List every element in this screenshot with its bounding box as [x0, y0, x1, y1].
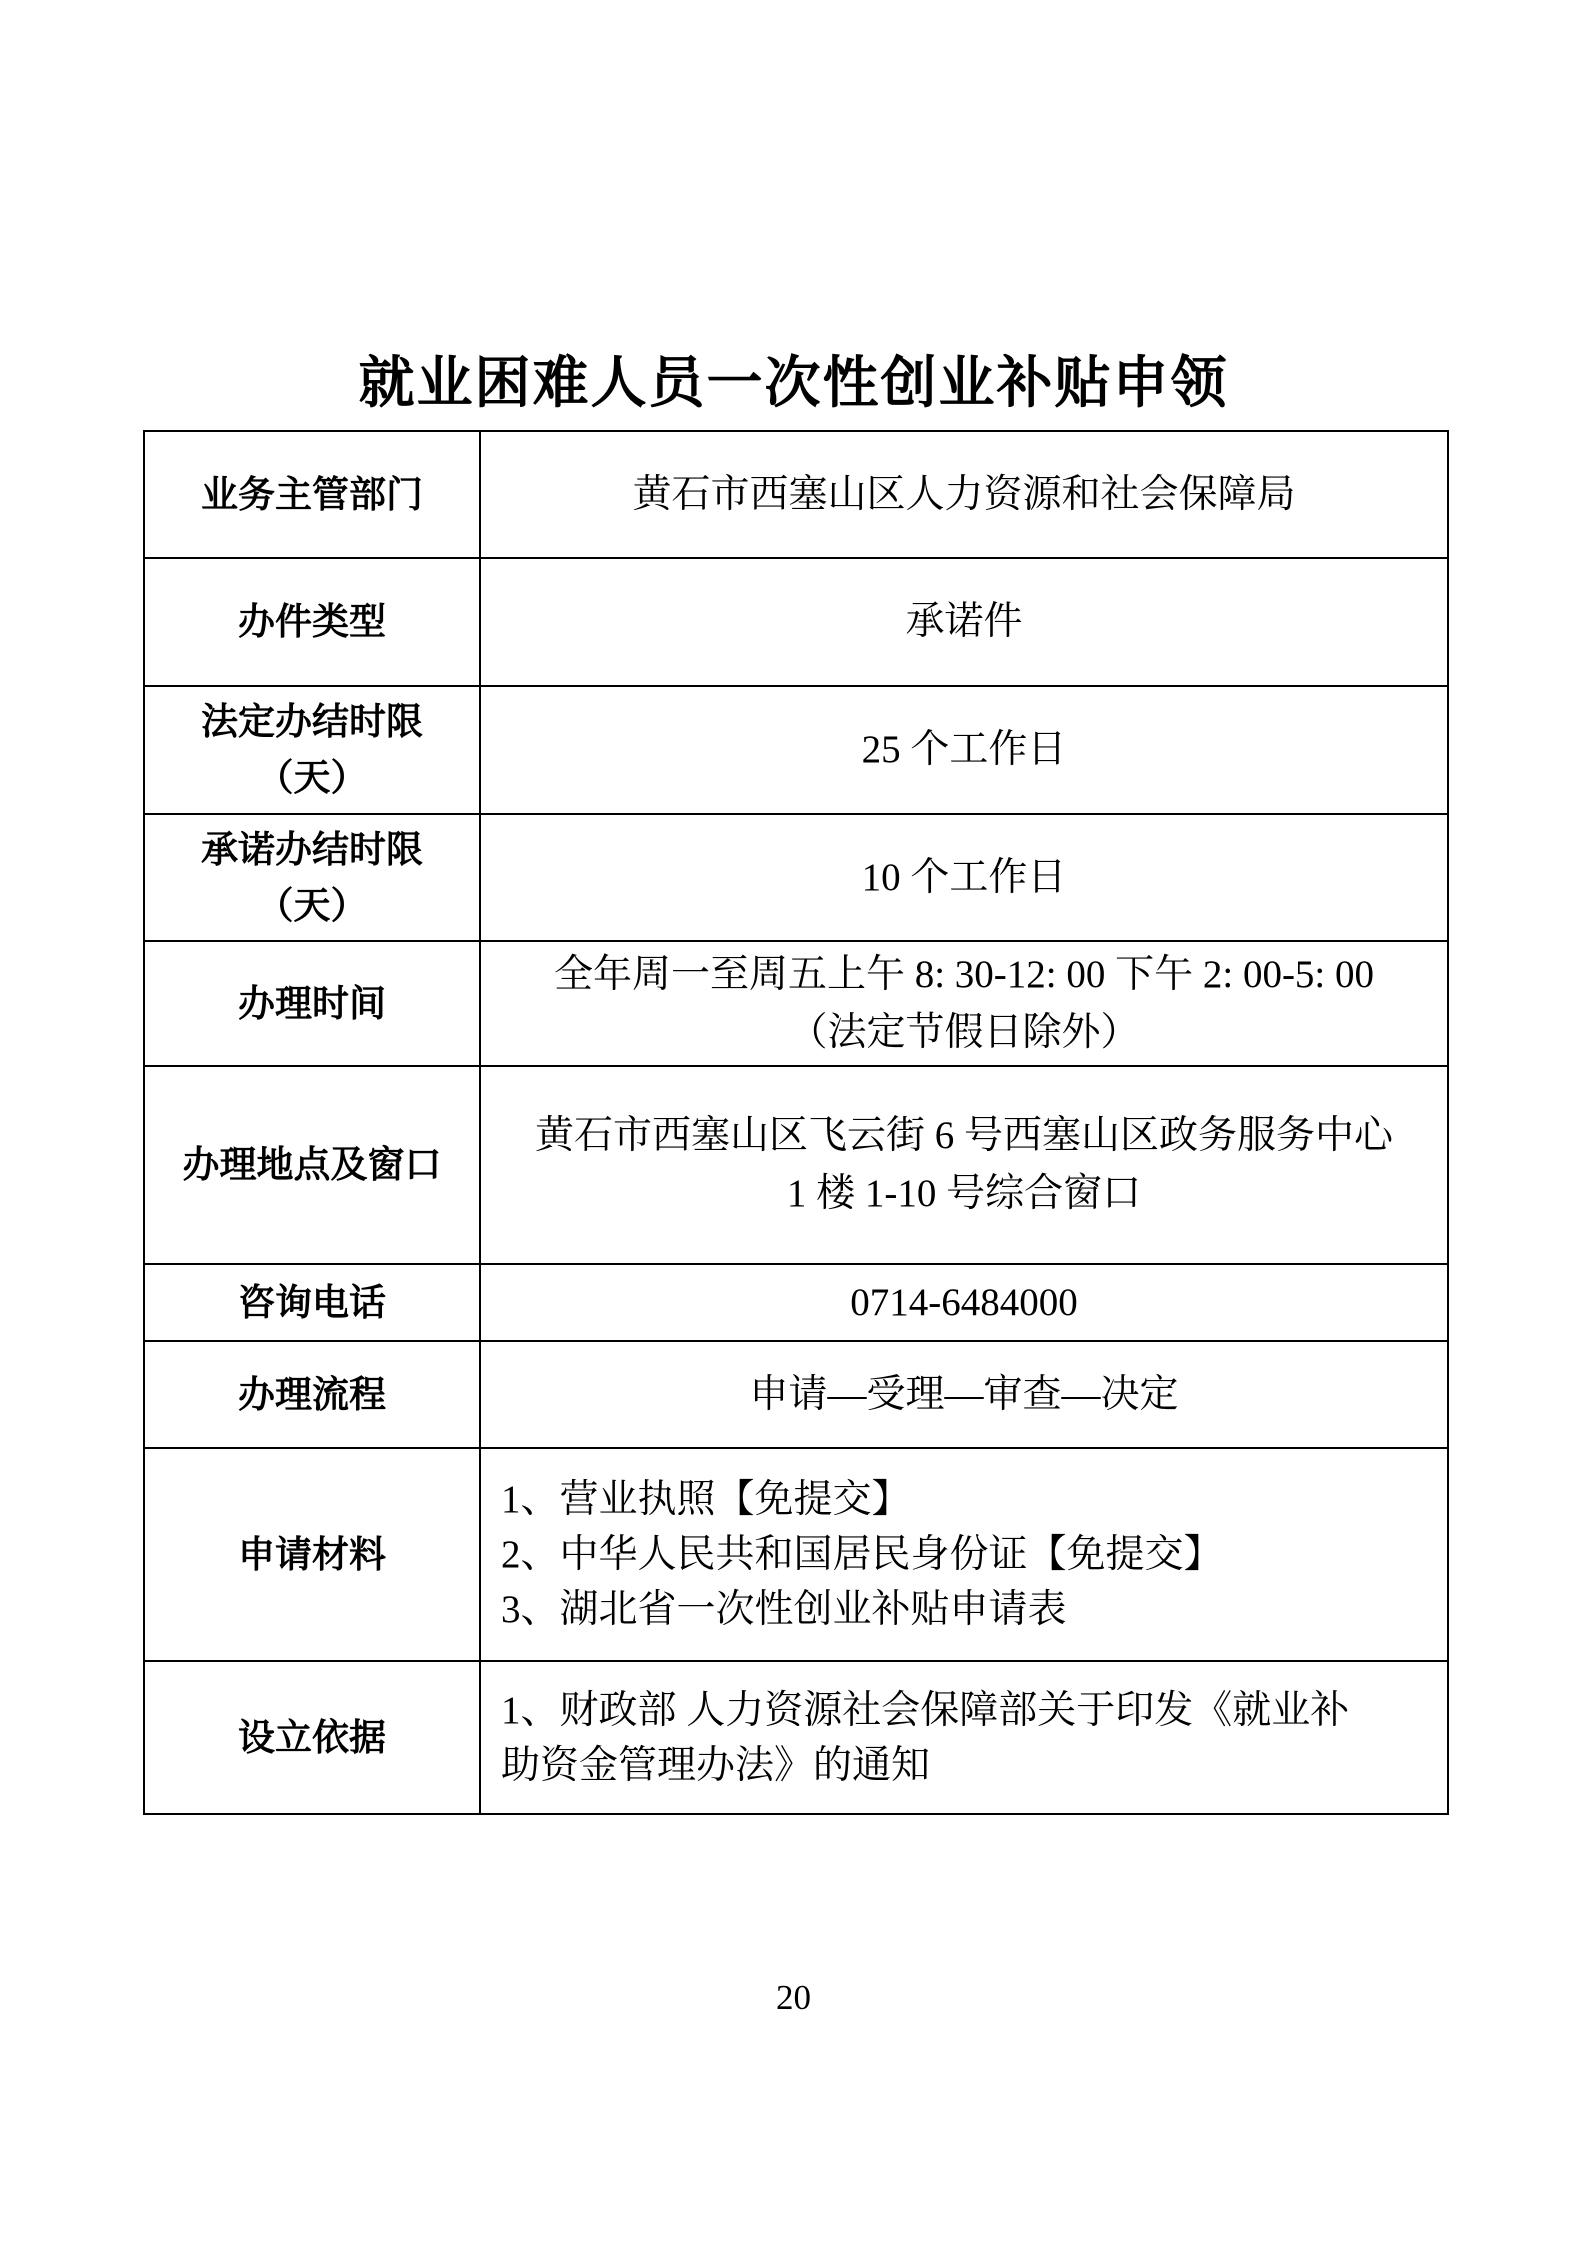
label-establishment-basis	[144, 1661, 480, 1814]
service-info-table	[143, 430, 1449, 1815]
label-line: （天）	[256, 757, 368, 798]
value-line: 申请—受理—审查—决定	[749, 1372, 1179, 1416]
label-line: 咨询电话	[238, 1281, 386, 1323]
value-line: 10 个工作日	[861, 855, 1067, 899]
label-line: 办理时间	[238, 982, 386, 1024]
value-handling-location	[480, 1066, 1448, 1264]
page-title: 就业困难人员一次性创业补贴申领	[358, 351, 1229, 414]
table-row	[144, 686, 1448, 814]
material-item: 1、营业执照【免提交】	[501, 1478, 911, 1521]
table-row	[144, 941, 1448, 1066]
value-line: 全年周一至周五上午 8: 30-12: 00 下午 2: 00-5: 00	[553, 952, 1375, 996]
material-item: 3、湖北省一次性创业补贴申请表	[501, 1588, 1067, 1631]
label-consultation-phone	[144, 1264, 480, 1341]
value-application-materials	[480, 1448, 1448, 1661]
table-row	[144, 1448, 1448, 1661]
label-item-type	[144, 558, 480, 686]
label-line: 法定办结时限	[201, 701, 423, 742]
value-line: 0714-6484000	[850, 1280, 1078, 1324]
label-promised-time-limit	[144, 814, 480, 941]
table-row	[144, 558, 1448, 686]
value-line: 助资金管理办法》的通知	[501, 1743, 931, 1787]
label-statutory-time-limit	[144, 686, 480, 814]
value-line: （法定节假日除外）	[788, 1010, 1140, 1054]
label-handling-time	[144, 941, 480, 1066]
value-line: 25 个工作日	[861, 728, 1067, 771]
value-handling-process	[480, 1341, 1448, 1448]
table-row	[144, 1661, 1448, 1814]
value-promised-time-limit	[480, 814, 1448, 941]
label-business-dept	[144, 431, 480, 558]
table-row	[144, 1264, 1448, 1341]
value-line: 1、财政部 人力资源社会保障部关于印发《就业补	[501, 1688, 1350, 1732]
value-establishment-basis	[480, 1661, 1448, 1814]
value-business-dept	[480, 431, 1448, 558]
value-handling-time	[480, 941, 1448, 1066]
label-handling-location	[144, 1066, 480, 1264]
value-line: 承诺件	[905, 600, 1023, 643]
table-row	[144, 1066, 1448, 1264]
table-row	[144, 814, 1448, 941]
label-line: 承诺办结时限	[201, 828, 423, 870]
label-application-materials	[144, 1448, 480, 1661]
label-line: 办理地点及窗口	[182, 1144, 442, 1185]
label-line: （天）	[256, 884, 368, 926]
table-row	[144, 431, 1448, 558]
label-line: 办件类型	[238, 601, 386, 642]
page-number: 20	[776, 1978, 811, 2017]
label-line: 申请材料	[238, 1533, 386, 1575]
value-consultation-phone	[480, 1264, 1448, 1341]
value-line: 黄石市西塞山区人力资源和社会保障局	[632, 472, 1296, 516]
label-line: 设立依据	[238, 1716, 386, 1758]
table-row	[144, 1341, 1448, 1448]
material-item: 2、中华人民共和国居民身份证【免提交】	[501, 1533, 1223, 1576]
value-item-type	[480, 558, 1448, 686]
label-line: 办理流程	[238, 1373, 386, 1415]
value-line: 1 楼 1-10 号综合窗口	[786, 1172, 1142, 1215]
label-handling-process	[144, 1341, 480, 1448]
value-statutory-time-limit	[480, 686, 1448, 814]
label-line: 业务主管部门	[201, 473, 423, 515]
value-line: 黄石市西塞山区飞云街 6 号西塞山区政务服务中心	[534, 1114, 1393, 1157]
